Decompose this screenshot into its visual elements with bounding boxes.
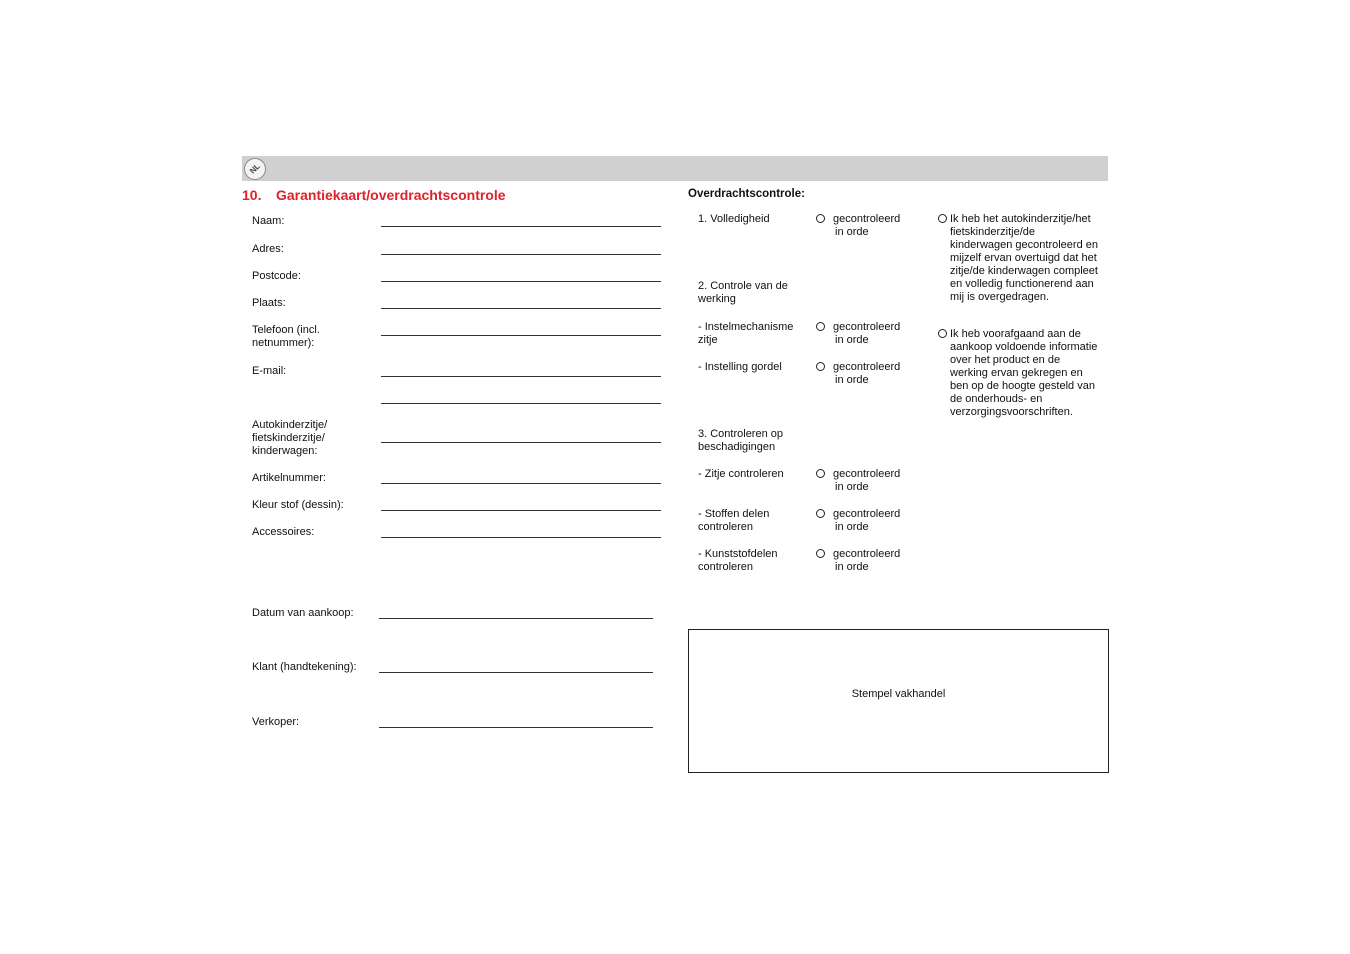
status-in-orde: in orde bbox=[835, 226, 869, 238]
language-code: NL bbox=[247, 161, 262, 176]
field-line-datum-aankoop[interactable] bbox=[379, 618, 653, 619]
radio-circle-icon[interactable] bbox=[816, 469, 825, 478]
field-line-artikelnummer[interactable] bbox=[381, 483, 661, 484]
field-label-postcode: Postcode: bbox=[252, 270, 301, 282]
check-item-label: - Stoffen delen controleren bbox=[698, 508, 770, 533]
status-in-orde: in orde bbox=[835, 521, 869, 533]
field-line-telefoon[interactable] bbox=[381, 335, 661, 336]
radio-circle-icon[interactable] bbox=[816, 214, 825, 223]
radio-circle-icon[interactable] bbox=[816, 322, 825, 331]
field-label-verkoper: Verkoper: bbox=[252, 716, 300, 728]
status-gecontroleerd: gecontroleerd bbox=[833, 468, 901, 480]
status-gecontroleerd: gecontroleerd bbox=[833, 548, 901, 560]
field-label-telefoon: Telefoon (incl. netnummer): bbox=[252, 324, 320, 349]
section-number: 10. bbox=[242, 187, 262, 203]
check-item-label: 1. Volledigheid bbox=[698, 213, 770, 225]
field-line-extra[interactable] bbox=[381, 403, 661, 404]
field-label-naam: Naam: bbox=[252, 215, 285, 227]
check-item-label: - Zitje controleren bbox=[698, 468, 784, 480]
field-line-adres[interactable] bbox=[381, 254, 661, 255]
status-gecontroleerd: gecontroleerd bbox=[833, 508, 901, 520]
status-gecontroleerd: gecontroleerd bbox=[833, 361, 901, 373]
field-label-adres: Adres: bbox=[252, 243, 284, 255]
check-item-label: 3. Controleren op beschadigingen bbox=[698, 428, 783, 453]
status-gecontroleerd: gecontroleerd bbox=[833, 213, 901, 225]
check-status[interactable] bbox=[816, 468, 926, 494]
declaration-text: Ik heb voorafgaand aan de aankoop voldoende informatie over het product en de werking ervan gekregen en ben op de hoogte gesteld van de onderhouds- en verzorgingsvoorschriften. bbox=[950, 328, 1098, 418]
check-item-label: 2. Controle van de werking bbox=[698, 280, 788, 305]
radio-circle-icon[interactable] bbox=[816, 362, 825, 371]
field-label-datum-aankoop: Datum van aankoop: bbox=[252, 607, 354, 619]
field-line-kleur-stof[interactable] bbox=[381, 510, 661, 511]
status-in-orde: in orde bbox=[835, 481, 869, 493]
check-status[interactable] bbox=[816, 213, 926, 239]
field-line-verkoper[interactable] bbox=[379, 727, 653, 728]
stamp-label: Stempel vakhandel bbox=[851, 687, 946, 700]
field-label-accessoires: Accessoires: bbox=[252, 526, 315, 538]
field-line-naam[interactable] bbox=[381, 226, 661, 227]
check-item-label: - Kunststofdelen controleren bbox=[698, 548, 778, 573]
radio-circle-icon[interactable] bbox=[816, 549, 825, 558]
radio-circle-icon[interactable] bbox=[938, 329, 947, 338]
language-badge bbox=[244, 158, 266, 180]
header-bar bbox=[242, 156, 1108, 181]
field-label-product: Autokinderzitje/ fietskinderzitje/ kinderwagen: bbox=[252, 419, 328, 457]
radio-circle-icon[interactable] bbox=[816, 509, 825, 518]
radio-circle-icon[interactable] bbox=[938, 214, 947, 223]
check-item-label: - Instelmechanisme zitje bbox=[698, 321, 794, 346]
field-label-artikelnummer: Artikelnummer: bbox=[252, 472, 326, 484]
field-line-plaats[interactable] bbox=[381, 308, 661, 309]
field-line-postcode[interactable] bbox=[381, 281, 661, 282]
field-label-plaats: Plaats: bbox=[252, 297, 286, 309]
check-status[interactable] bbox=[816, 361, 926, 387]
status-in-orde: in orde bbox=[835, 334, 869, 346]
stamp-box bbox=[688, 629, 1109, 773]
status-in-orde: in orde bbox=[835, 561, 869, 573]
status-gecontroleerd: gecontroleerd bbox=[833, 321, 901, 333]
field-line-klant-handtekening[interactable] bbox=[379, 672, 653, 673]
check-status[interactable] bbox=[816, 548, 926, 574]
field-label-kleur-stof: Kleur stof (dessin): bbox=[252, 499, 344, 511]
status-in-orde: in orde bbox=[835, 374, 869, 386]
declaration-item[interactable] bbox=[938, 328, 1100, 419]
declaration-item[interactable] bbox=[938, 213, 1100, 304]
check-status[interactable] bbox=[816, 321, 926, 347]
section-heading: Garantiekaart/overdrachtscontrole bbox=[276, 187, 506, 203]
section-title bbox=[242, 187, 506, 204]
check-item-label: - Instelling gordel bbox=[698, 361, 782, 373]
overdracht-title: Overdrachtscontrole: bbox=[688, 188, 805, 200]
field-line-accessoires[interactable] bbox=[381, 537, 661, 538]
field-label-klant-handtekening: Klant (handtekening): bbox=[252, 661, 357, 673]
field-line-email[interactable] bbox=[381, 376, 661, 377]
check-status[interactable] bbox=[816, 508, 926, 534]
field-line-product[interactable] bbox=[381, 442, 661, 443]
field-label-email: E-mail: bbox=[252, 365, 287, 377]
declaration-text: Ik heb het autokinderzitje/het fietskinderzitje/de kinderwagen gecontroleerd en mijzelf ervan overtuigd dat het zitje/de kinderwagen compleet en volledig functionerend aan mij is overgedragen. bbox=[950, 213, 1098, 303]
